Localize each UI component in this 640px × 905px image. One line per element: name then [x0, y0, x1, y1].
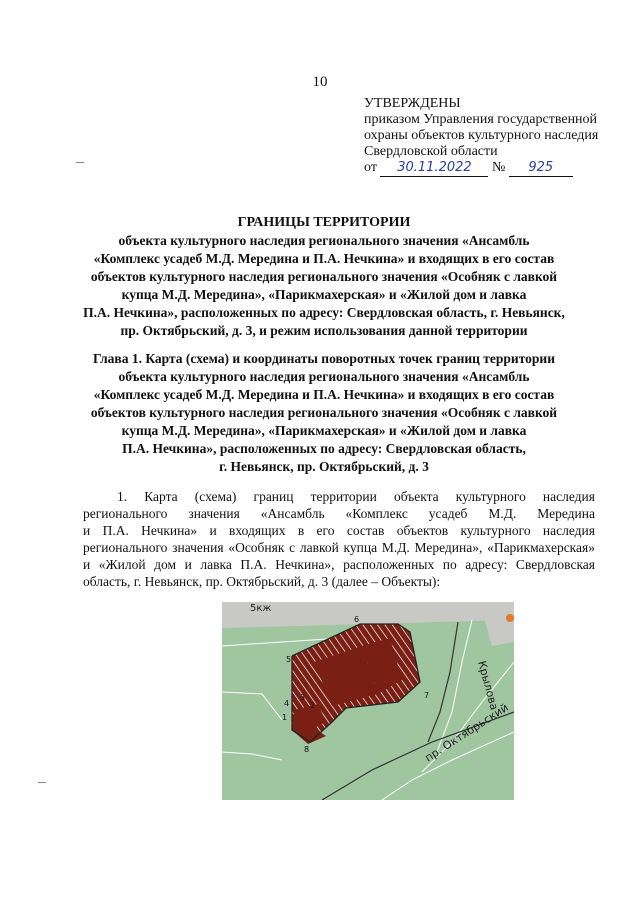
paragraph-line: регионального значения «Ансамбль «Комплекс усадеб М.Д. Мередина [83, 506, 595, 521]
street-label-oktyabrsky: пр. Октябрьский [422, 700, 511, 765]
point-label: 7 [424, 691, 430, 700]
point-label: 8 [304, 745, 310, 754]
date-prefix: от [364, 160, 377, 175]
map-svg [222, 602, 514, 800]
paragraph-line: и «Жилой дом и лавка П.А. Нечкина», расположенных по адресу: Свердловская [83, 557, 595, 572]
point-label: 4 [284, 699, 290, 708]
approval-line: приказом Управления государственной [364, 112, 598, 127]
chapter-heading [62, 350, 586, 476]
title-line: пр. Октябрьский, д. 3, и режим использования данной территории [120, 323, 528, 338]
paragraph-1 [83, 488, 595, 590]
point-label: 3 [300, 693, 306, 702]
chapter-line: объектов культурного наследия регионального значения «Особняк с лавкой [90, 405, 558, 420]
handwritten-date: 30.11.2022 [397, 160, 472, 175]
point-label: 2 [310, 701, 316, 710]
title-line: «Комплекс усадеб М.Д. Мередина и П.А. Нечкина» и входящих в его состав [93, 251, 555, 266]
chapter-line: г. Невьянск, пр. Октябрьский, д. 3 [219, 459, 429, 474]
document-title [62, 214, 586, 340]
scan-speck [76, 162, 84, 163]
point-label: 5 [286, 655, 292, 664]
title-line: объектов культурного наследия регионального значения «Особняк с лавкой [90, 269, 558, 284]
point-label: 6 [354, 615, 360, 624]
street-label-krylova: Крылова [475, 659, 501, 712]
handwritten-number: 925 [528, 160, 554, 175]
scan-speck [38, 782, 46, 783]
chapter-line: «Комплекс усадеб М.Д. Мередина и П.А. Нечкина» и входящих в его состав [93, 387, 555, 402]
approval-date-row [364, 160, 624, 177]
chapter-line: объекта культурного наследия регионального значения «Ансамбль [118, 369, 530, 384]
approval-line: Свердловской области [364, 144, 498, 159]
number-prefix: № [491, 160, 506, 175]
title-line: П.А. Нечкина», расположенных по адресу: Свердловская область, г. Невьянск, [83, 305, 565, 320]
title-line: купца М.Д. Мередина», «Парикмахерская» и «Жилой дом и лавка [121, 287, 527, 302]
paragraph-line: и П.А. Нечкина» и входящих в его состав объектов культурного наследия [83, 523, 595, 538]
chapter-line: купца М.Д. Мередина», «Парикмахерская» и «Жилой дом и лавка [121, 423, 527, 438]
map-marker-icon [506, 614, 514, 622]
approval-line: охраны объектов культурного наследия [364, 128, 599, 143]
paragraph-line: регионального значения «Особняк с лавкой купца М.Д. Мередина», «Парикмахерская» [83, 540, 595, 555]
chapter-line: Глава 1. Карта (схема) и координаты поворотных точек границ территории [93, 351, 555, 366]
building-label: 5кж [250, 603, 272, 614]
approval-title: УТВЕРЖДЕНЫ [364, 96, 461, 111]
title-line: объекта культурного наследия регионального значения «Ансамбль [118, 233, 530, 248]
page-number: 10 [312, 74, 328, 90]
paragraph-line: 1. Карта (схема) границ территории объекта культурного наследия [117, 489, 595, 504]
chapter-line: П.А. Нечкина», расположенных по адресу: Свердловская область, [122, 441, 526, 456]
title-main: ГРАНИЦЫ ТЕРРИТОРИИ [237, 215, 411, 230]
territory-map [222, 602, 514, 800]
paragraph-line: область, г. Невьянск, пр. Октябрьский, д. 3 (далее – Объекты): [83, 574, 441, 589]
point-label: 1 [282, 713, 288, 722]
approval-stamp [364, 96, 624, 177]
